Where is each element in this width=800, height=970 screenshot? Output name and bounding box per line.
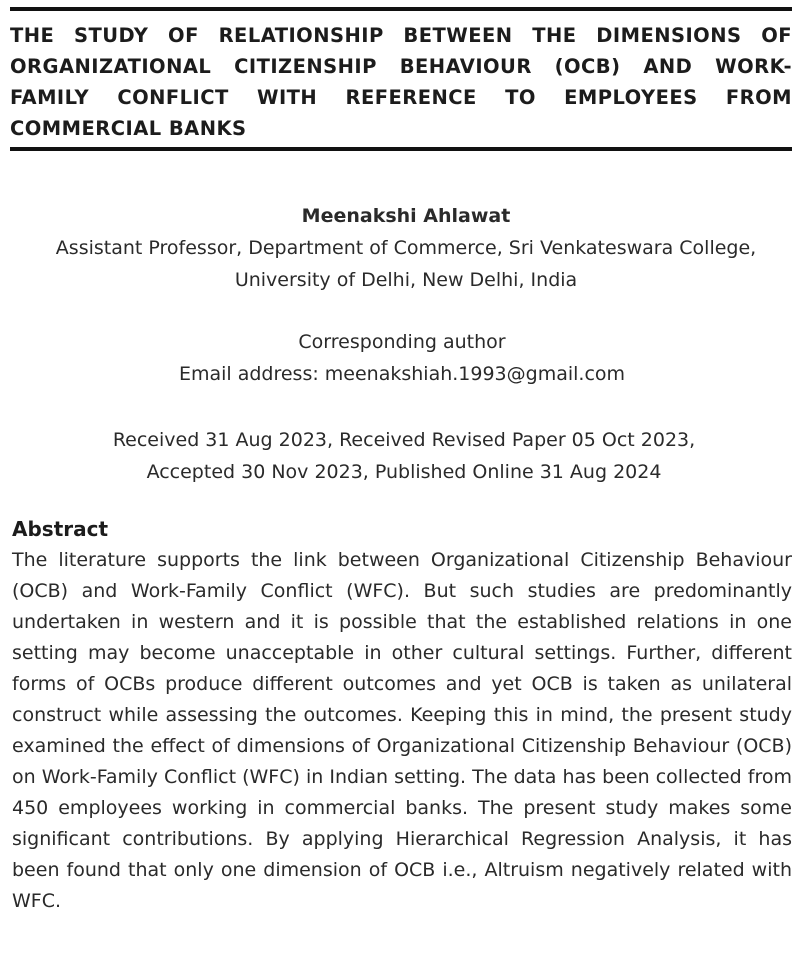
abstract-text: The literature supports the link between Organizational Citizenship Behaviour (OCB) and Work-Family Conflict (WFC). But such studies are predominantly undertaken in western and it is possible that the established relations in one setting may become unacceptable in other cultural settings. Further, different forms of OCBs produce different outcomes and yet OCB is taken as unilateral construct while assessing the outcomes. Keeping this in mind, the present study examined the effect of dimensions of Organizational Citizenship Behaviour (OCB) on Work-Family Conflict (WFC) in Indian setting. The data has been collected from 450 employees working in commercial banks. The present study makes some significant contributions. By applying Hierarchical Regression Analysis, it has been found that only one dimension of OCB i.e., Altruism negatively related with WFC. — [12, 549, 792, 912]
title-top-rule — [10, 7, 792, 11]
abstract-heading: Abstract — [12, 517, 109, 541]
corresponding-author-label: Corresponding author — [298, 331, 506, 353]
author-email[interactable]: Email address: meenakshiah.1993@gmail.com — [178, 363, 626, 385]
dates-line-received: Received 31 Aug 2023, Received Revised Paper 05 Oct 2023, — [112, 429, 696, 451]
author-name: Meenakshi Ahlawat — [301, 205, 511, 227]
dates-line-published: Accepted 30 Nov 2023, Published Online 31 Aug 2024 — [146, 461, 662, 483]
publication-dates — [0, 424, 800, 488]
author-affiliation: Assistant Professor, Department of Commerce, Sri Venkateswara College, University of Delhi, New Delhi, India — [55, 237, 757, 291]
paper-title: THE STUDY OF RELATIONSHIP BETWEEN THE DIMENSIONS OF ORGANIZATIONAL CITIZENSHIP BEHAVIOUR (OCB) AND WORK-FAMILY CONFLICT WITH REFERENCE TO EMPLOYEES FROM COMMERCIAL BANKS — [10, 24, 792, 140]
title-bottom-rule — [10, 147, 792, 151]
author-block — [0, 200, 800, 296]
correspondence-block — [0, 326, 800, 390]
